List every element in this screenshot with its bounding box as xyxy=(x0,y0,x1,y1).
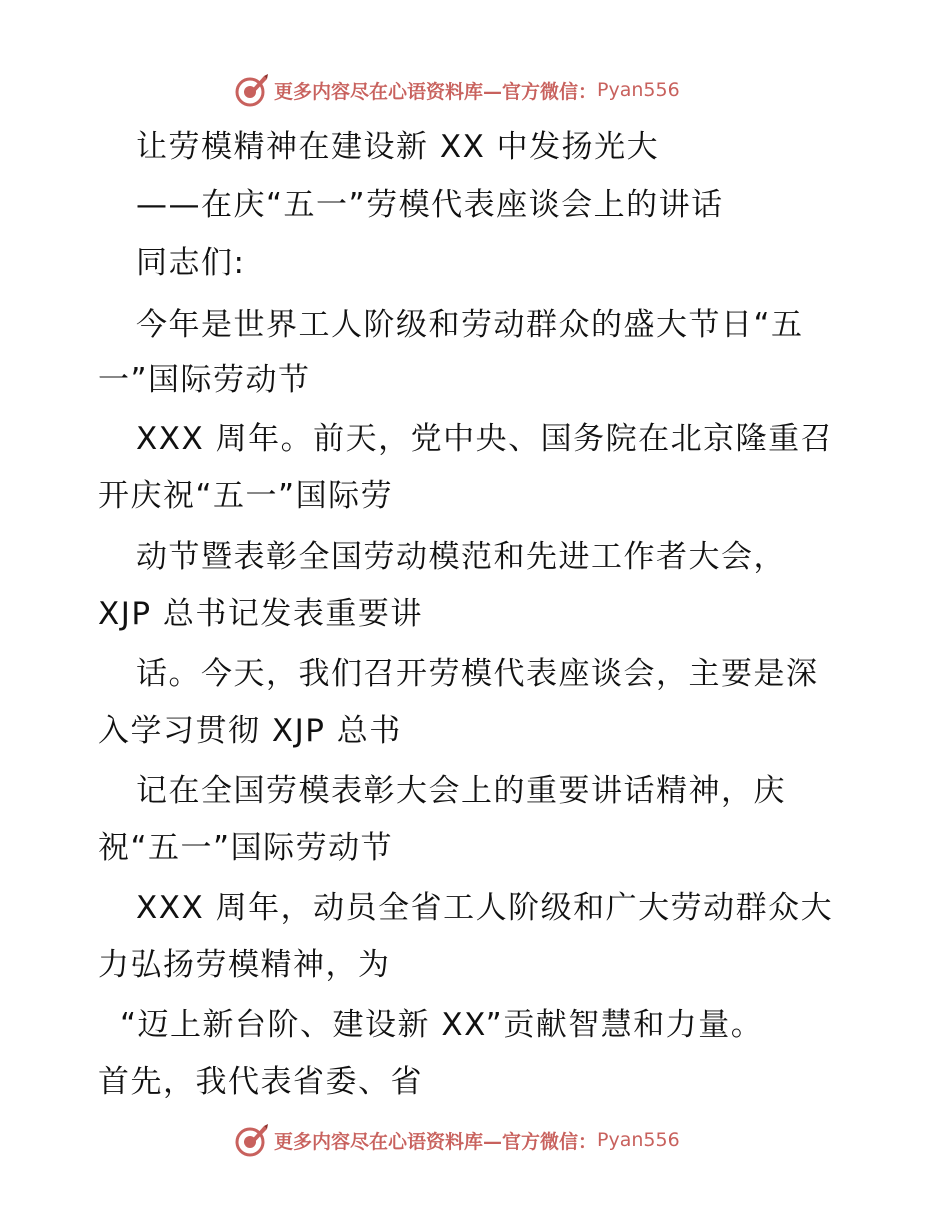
paragraph-line: XXX 周年。前天，党中央、国务院在北京隆重召 xyxy=(136,421,834,457)
paragraph-line: 力弘扬劳模精神，为 xyxy=(98,947,391,983)
paragraph-line: 今年是世界工人阶级和劳动群众的盛大节日“五 xyxy=(136,307,804,343)
paragraph-line: 祝“五一”国际劳动节 xyxy=(98,830,394,866)
paragraph-line: XJP 总书记发表重要讲 xyxy=(98,596,423,632)
watermark-wechat-id: Pyan556 xyxy=(597,1129,680,1151)
footer-watermark xyxy=(234,1120,680,1160)
paragraph-line: 一”国际劳动节 xyxy=(98,362,311,398)
paragraph-line: “迈上新台阶、建设新 XX”贡献智慧和力量。 xyxy=(120,1007,764,1043)
watermark-text: 更多内容尽在心语资料库—官方微信： xyxy=(274,80,598,103)
salutation: 同志们: xyxy=(136,245,246,281)
paragraph-line: 开庆祝“五一”国际劳 xyxy=(98,478,394,514)
paragraph-line: 话。今天，我们召开劳模代表座谈会，主要是深 xyxy=(136,656,819,692)
watermark-wechat-id: Pyan556 xyxy=(597,79,680,101)
paragraph-line: 入学习贯彻 XJP 总书 xyxy=(98,713,402,749)
paragraph-line: 动节暨表彰全国劳动模范和先进工作者大会， xyxy=(136,539,786,575)
watermark-text: 更多内容尽在心语资料库—官方微信： xyxy=(274,1130,598,1153)
paragraph-line: XXX 周年，动员全省工人阶级和广大劳动群众大 xyxy=(136,890,834,926)
paragraph-line: 记在全国劳模表彰大会上的重要讲话精神，庆 xyxy=(136,773,786,809)
document-title: 让劳模精神在建设新 XX 中发扬光大 xyxy=(136,129,660,165)
paragraph-line: 首先，我代表省委、省 xyxy=(98,1064,423,1100)
quill-pen-circle-icon xyxy=(234,72,270,108)
document-subtitle: ——在庆“五一”劳模代表座谈会上的讲话 xyxy=(136,187,724,223)
header-watermark xyxy=(234,70,680,110)
quill-pen-circle-icon xyxy=(234,1122,270,1158)
